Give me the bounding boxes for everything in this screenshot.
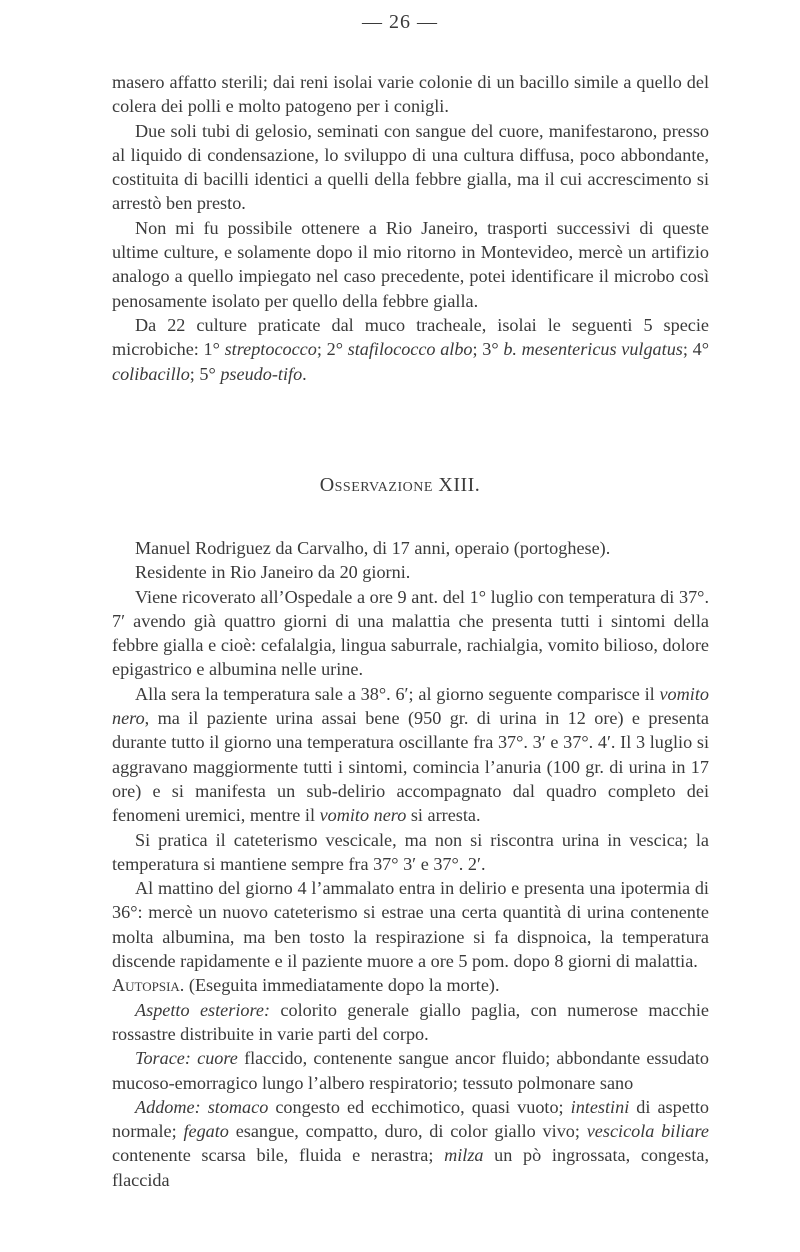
autopsy-label: Autopsia. — [112, 975, 185, 996]
intro-paragraph-1: masero affatto sterili; dai reni isolai varie colonie di un bacillo simile a quello del colera dei polli e molto patogeno per i conigli. — [112, 72, 709, 117]
intro-paragraph-3: Non mi fu possibile ottenere a Rio Janeiro, trasporti successivi di queste ultime culture, e solamente dopo il mio ritorno in Montevideo, mercè un artifizio analogo a quello impiegato nel caso precedente, potei identificare il microbo così penosamente isolato per quello della febbre gialla. — [112, 217, 709, 311]
species-num-5: 5° — [199, 363, 216, 384]
species-num-2: 2° — [326, 339, 343, 360]
observation-paragraph-4 — [112, 682, 709, 828]
thorax-text: flaccido, contenente sangue ancor fluido; abbondante essudato mucoso-emorragico lungo l’albero respiratorio; tessuto polmonare sano — [112, 1048, 709, 1093]
species-name-4: colibacillo — [112, 363, 190, 384]
exterior-text: colorito generale giallo paglia, con numerose macchie rossastre distribuite in varie parti del corpo. — [112, 999, 709, 1044]
intro-paragraph-2: Due soli tubi di gelosio, seminati con sangue del cuore, manifestarono, presso al liquido di condensazione, lo sviluppo di una cultura diffusa, poco abbondante, costituita di bacilli identici a quelli della febbre gialla, ma il cui accrescimento si arrestò ben presto. — [112, 120, 709, 214]
intro-text-block — [112, 70, 709, 386]
autopsy-text: (Eseguita immediatamente dopo la morte). — [184, 975, 500, 996]
abdomen-text-d: contenente scarsa bile, fluida e nerastra; — [112, 1145, 445, 1166]
abdomen-label: Addome: — [135, 1096, 201, 1117]
species-name-2: stafilococco albo — [347, 339, 473, 360]
intro-paragraph-4 — [112, 313, 709, 386]
abdomen-text-e: un pò ingrossata, congesta, flaccida — [112, 1145, 710, 1190]
species-name-5: pseudo-tifo — [220, 363, 303, 384]
observation-paragraph-5: Si pratica il cateterismo vescicale, ma non si riscontra urina in vescica; la temperatura si mantiene sempre fra 37° 3′ e 37°. 2′. — [112, 829, 709, 874]
obs-p4-part-c: si arresta. — [406, 805, 481, 826]
heart-label: cuore — [197, 1048, 238, 1069]
page-number: — 26 — — [362, 11, 438, 33]
observation-heading — [0, 474, 800, 497]
thorax-paragraph — [112, 1046, 709, 1095]
gallbladder-label: vescicola biliare — [586, 1121, 710, 1142]
observation-title: Osservazione XIII. — [319, 474, 481, 496]
obs-p4-emphasis-2: vomito nero — [319, 805, 407, 826]
abdomen-text-a: congesto ed ecchimotico, quasi vuoto; — [268, 1096, 571, 1117]
autopsy-paragraph — [112, 973, 709, 997]
observation-paragraph-3: Viene ricoverato all’Ospedale a ore 9 ant. del 1° luglio con temperatura di 37°. 7′ avendo già quattro giorni di una malattia che presenta tutti i sintomi della febbre gialla e cioè: cefalalgia, lingua saburrale, rachialgia, vomito bilioso, dolore epigastrico e albumina nelle urine. — [112, 586, 709, 680]
intestine-label: intestini — [570, 1096, 630, 1117]
abdomen-paragraph — [112, 1095, 709, 1192]
species-num-4: 4° — [692, 339, 709, 360]
spleen-label: milza — [444, 1145, 484, 1166]
obs-p4-emphasis-1: vomito nero — [112, 683, 709, 729]
stomach-label: stomaco — [207, 1096, 269, 1117]
species-name-1: streptococco — [224, 339, 317, 360]
observation-paragraph-6: Al mattino del giorno 4 l’ammalato entra in delirio e presenta una ipotermia di 36°: mercè un nuovo cateterismo si estrae una certa quantità di urina contenente molta albumina, ma ben tosto la respirazione si fa dispnoica, la temperatura discende rapidamente e il paziente muore a ore 5 pom. dopo 8 giorni di malattia. — [112, 878, 709, 972]
observation-paragraph-2: Residente in Rio Janeiro da 20 giorni. — [135, 562, 411, 583]
species-num-1: 1° — [203, 339, 220, 360]
thorax-label: Torace: — [135, 1048, 191, 1069]
liver-label: fegato — [183, 1121, 229, 1142]
species-name-3: b. mesentericus vulgatus — [503, 339, 683, 360]
exterior-paragraph — [112, 998, 709, 1047]
species-lead: Da 22 culture praticate dal muco tracheale, isolai le seguenti 5 specie microbiche: — [112, 314, 709, 360]
observation-text-block — [112, 536, 709, 1192]
species-num-3: 3° — [482, 339, 499, 360]
obs-p4-part-a: Alla sera la temperatura sale a 38°. 6′; al giorno seguente comparisce il — [135, 683, 660, 704]
observation-paragraph-1: Manuel Rodriguez da Carvalho, di 17 anni, operaio (portoghese). — [135, 538, 611, 558]
obs-p4-part-b: , ma il paziente urina assai bene (950 gr. di urina in 12 ore) e presenta durante tutto il giorno una temperatura oscillante fra 37°. 3′ e 37°. 4′. Il 3 luglio si aggravano maggiormente tutti i sintomi, comincia l’anuria (100 gr. di urina in 17 ore) e si manifesta un sub-delirio accompagnato dal quadro completo dei fenomeni uremici, mentre il — [112, 708, 709, 826]
exterior-label: Aspetto esteriore: — [135, 999, 270, 1020]
abdomen-text-c: esangue, compatto, duro, di color giallo vivo; — [228, 1121, 587, 1142]
species-list: 1° streptococco; 2° stafilococco albo; 3° b. mesentericus vulgatus; 4° colibacillo; 5° pseudo-tifo. — [112, 339, 709, 384]
abdomen-text-b: di aspetto normale; — [112, 1096, 709, 1142]
